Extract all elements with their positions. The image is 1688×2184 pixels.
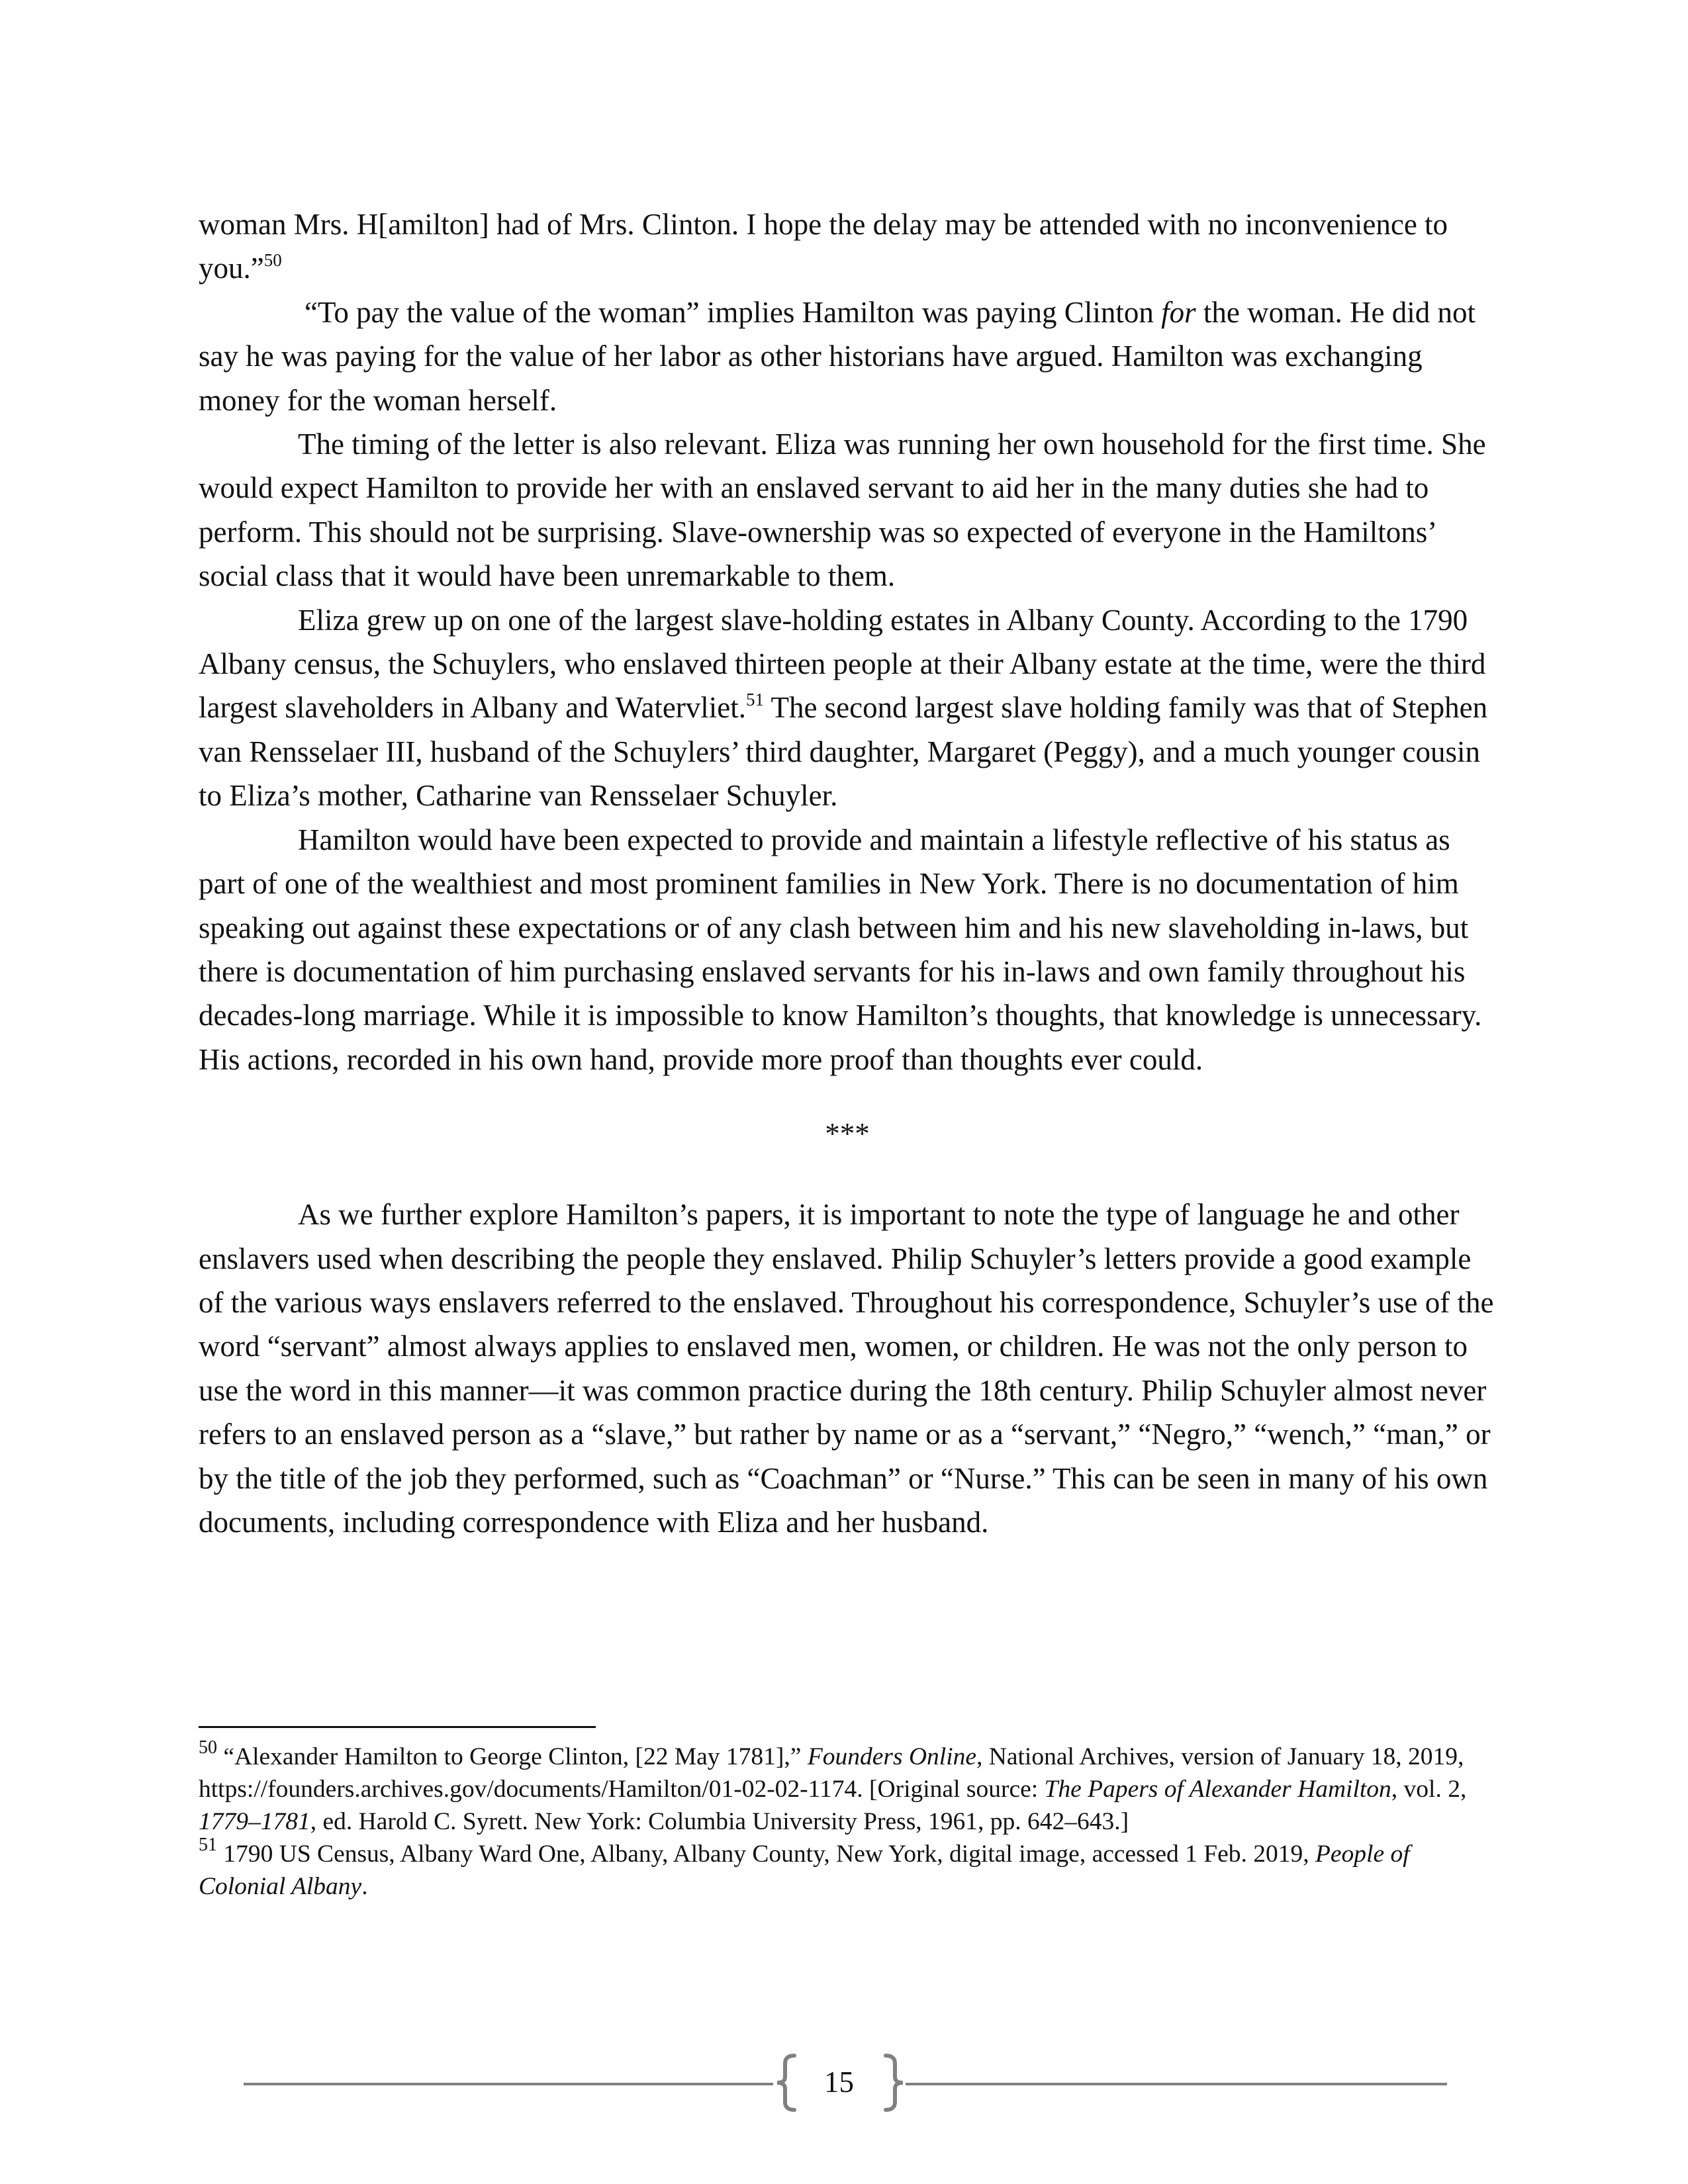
paragraph-3: The timing of the letter is also relevant. Eliza was running her own household for the first time. She would expect Hamilton to provide her with an enslaved servant to aid her in the many duties she had to perform. This should not be surprising. Slave-ownership was so expected of everyone in the Hamiltons’ social class that it would have been unremarkable to them. bbox=[199, 428, 1486, 593]
paragraph-4: Eliza grew up on one of the largest slave-holding estates in Albany County. According to the 1790 Albany census, the Schuylers, who enslaved thirteen people at their Albany estate at the time, were the third largest slaveholders in Albany and Watervliet.$^{51}$ The second largest slave holding family was that of Stephen van Rensselaer III, husband of the Schuylers’ third daughter, Margaret (Peggy), and a much younger cousin to Eliza’s mother, Catharine van Rensselaer Schuyler. bbox=[199, 603, 1488, 813]
page-number: 15 bbox=[824, 2066, 854, 2099]
footnote-number-51: 51 bbox=[199, 1834, 217, 1855]
paragraph-2: “To pay the value of the woman” implies Hamilton was paying Clinton for the woman. He did not say he was paying for the value of her labor as other historians have argued. Hamilton was exchanging money for the woman herself. bbox=[199, 295, 1476, 417]
footer-rule-left bbox=[244, 2083, 773, 2085]
footnote-number-50: 50 bbox=[199, 1737, 217, 1758]
paragraph-6: As we further explore Hamilton’s papers, it is important to note the type of language he and other enslavers used when describing the people they enslaved. Philip Schuyler’s letters provide a good example of the various ways enslavers referred to the enslaved. Throughout his correspondence, Schuyler’s use of the word “servant” almost always applies to enslaved men, women, or children. He was not the only person to use the word in this manner—it was common practice during the 18th century. Philip Schuyler almost never refers to an enslaved person as a “slave,” but rather by name or as a “servant,” “Negro,” “wench,” “man,” or by the title of the job they performed, such as “Coachman” or “Nurse.” This can be seen in many of his own documents, including correspondence with Eliza and her husband. bbox=[199, 1198, 1494, 1539]
footnote-ref-50[interactable]: 50 bbox=[263, 250, 282, 271]
paragraph-1: woman Mrs. H[amilton] had of Mrs. Clinton. I hope the delay may be attended with no inconvenience to you.”$^{50}$ bbox=[199, 208, 1448, 285]
footnote-rule bbox=[199, 1726, 596, 1728]
footnote-51: $^{51}$ 1790 US Census, Albany Ward One, Albany, Albany County, New York, digital image, accessed 1 Feb. 2019, People of Colonial Albany. bbox=[199, 1834, 1410, 1900]
emphasis-for: for bbox=[1161, 295, 1196, 329]
footer-rule-right bbox=[906, 2083, 1447, 2085]
body-text bbox=[199, 203, 1496, 1544]
footnote-50: $^{50}$ “Alexander Hamilton to George Clinton, [22 May 1781],” Founders Online, National Archives, version of January 18, 2019, https://founders.archives.gov/documents/Hamilton/01-02-02-1174. [Original source: The Papers of Alexander Hamilton, vol. 2, 1779–1781, ed. Harold C. Syrett. New York: Columbia University Press, 1961, pp. 642–643.] bbox=[199, 1737, 1467, 1835]
section-separator: *** bbox=[825, 1117, 870, 1151]
footnote-ref-51[interactable]: 51 bbox=[746, 690, 765, 710]
paragraph-5: Hamilton would have been expected to provide and maintain a lifestyle reflective of his status as part of one of the wealthiest and most prominent families in New York. There is no documentation of him speaking out against these expectations or of any clash between him and his new slaveholding in-laws, but there is documentation of him purchasing enslaved servants for his in-laws and own family throughout his decades-long marriage. While it is impossible to know Hamilton’s thoughts, that knowledge is unnecessary. His actions, recorded in his own hand, provide more proof than thoughts ever could. bbox=[199, 823, 1482, 1076]
footnotes bbox=[199, 1737, 1496, 1903]
